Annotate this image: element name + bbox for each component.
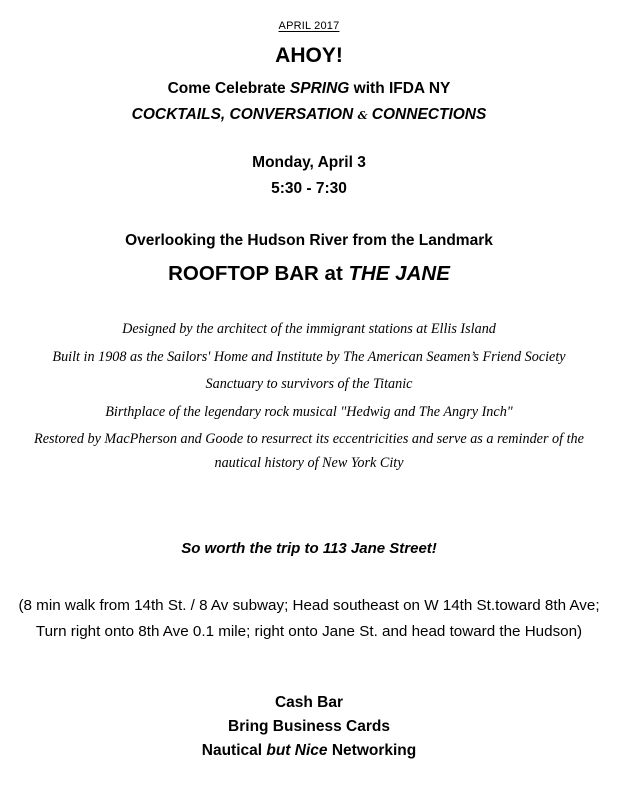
venue-title: [0, 262, 618, 286]
theme-ampersand: &: [357, 109, 368, 122]
networking-suffix: Networking: [327, 742, 417, 759]
tagline: So worth the trip to 113 Jane Street!: [181, 540, 437, 557]
history-list: [34, 318, 584, 479]
event-date: Monday, April 3: [252, 154, 366, 171]
invite-season: SPRING: [289, 80, 350, 97]
history-item: Restored by MacPherson and Goode to resurrect its eccentricities and serve as a reminder of the nautical history of New York City: [34, 431, 584, 471]
date-header: APRIL 2017: [278, 20, 340, 32]
venue-title-prefix: ROOFTOP BAR at: [168, 262, 349, 285]
directions-text: (8 min walk from 14th St. / 8 Av subway; Head southeast on W 14th St.toward 8th Ave; Turn right onto 8th Ave 0.1 mile; right onto Jane St. and head toward the Hudson): [18, 597, 600, 640]
theme-part1: COCKTAILS, CONVERSATION: [131, 106, 358, 123]
venue-overlook: Overlooking the Hudson River from the Landmark: [125, 232, 493, 249]
history-item: Sanctuary to survivors of the Titanic: [205, 376, 413, 392]
cash-bar-note: Cash Bar: [274, 694, 344, 711]
theme-part2: CONNECTIONS: [367, 106, 487, 123]
invite-line: [0, 80, 618, 98]
greeting-heading: AHOY!: [275, 44, 343, 67]
invite-prefix: Come Celebrate: [167, 80, 290, 97]
networking-note: [0, 742, 618, 760]
history-item: Birthplace of the legendary rock musical "Hedwig and The Angry Inch": [105, 403, 513, 420]
history-item: Designed by the architect of the immigrant stations at Ellis Island: [122, 321, 496, 337]
venue-title-name: THE JANE: [348, 262, 450, 285]
event-time: 5:30 - 7:30: [271, 180, 347, 197]
networking-prefix: Nautical: [201, 742, 267, 759]
networking-emphasis: but Nice: [266, 742, 328, 759]
business-cards-note: Bring Business Cards: [228, 718, 390, 735]
theme-line: [0, 106, 618, 124]
invite-suffix: with IFDA NY: [349, 80, 451, 97]
history-item: Built in 1908 as the Sailors' Home and Institute by The American Seamen’s Friend Society: [52, 348, 566, 365]
